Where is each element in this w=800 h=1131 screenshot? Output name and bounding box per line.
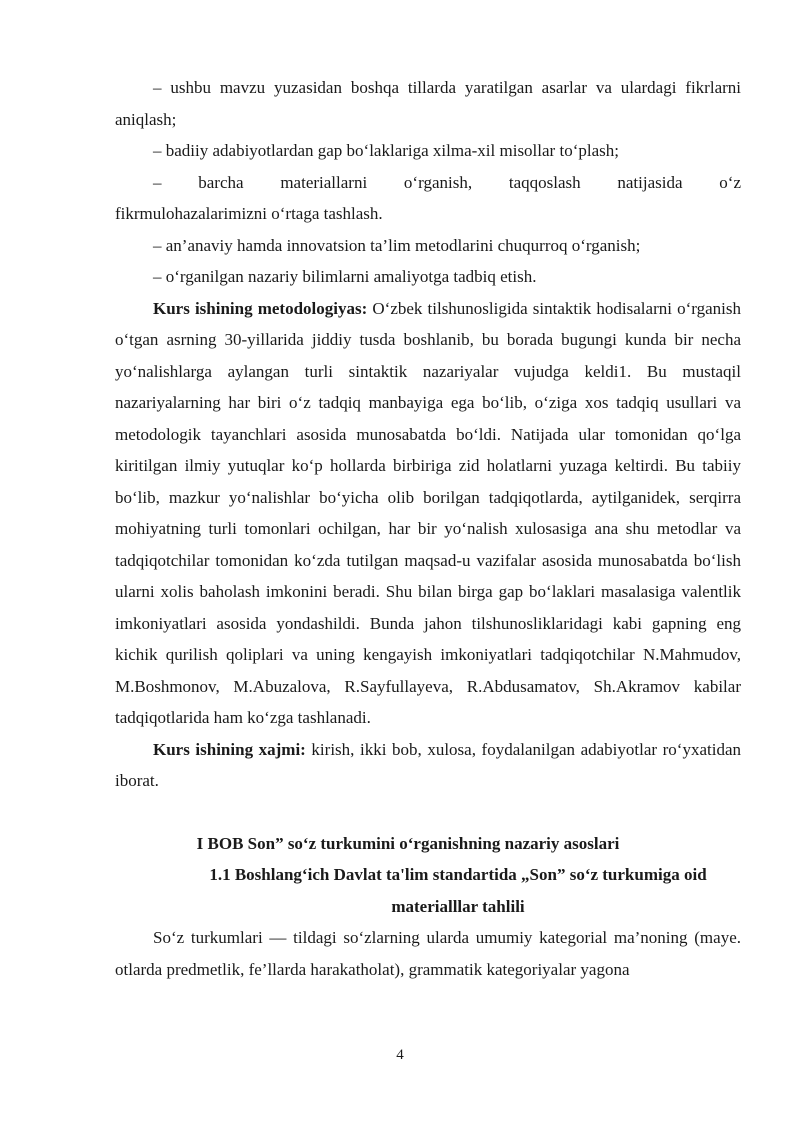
bullet-paragraph-5: – o‘rganilgan nazariy bilimlarni amaliyotga tadbiq etish. [153, 267, 537, 286]
scope-paragraph [115, 734, 741, 797]
document-page [115, 72, 741, 985]
scope-label: Kurs ishining xajmi: [153, 739, 306, 759]
methodology-paragraph [115, 293, 741, 734]
bullet-paragraph-1: – ushbu mavzu yuzasidan boshqa tillarda yaratilgan asarlar va ulardagi fikrlarni aniqlash; [115, 78, 741, 129]
bullet-paragraph-3-line-2: fikrmulohazalarimizni o‘rtaga tashlash. [115, 204, 383, 223]
bullet-paragraph-3-line-1: – barcha materiallarni o‘rganish, taqqoslash natijasida o‘z [153, 172, 741, 192]
closing-paragraph: So‘z turkumlari — tildagi so‘zlarning ularda umumiy kategorial ma’noning (mayе. otlarda predmetlik, fe’llarda harakatholat), grammatik kategoriyalar yagona [115, 928, 741, 979]
scope-text: kirish, ikki bob, xulosa, foydalanilgan adabiyotlar ro‘yxatidan iborat. [115, 739, 741, 790]
bullet-paragraph-4: – an’anaviy hamda innovatsion ta’lim metodlarini chuqurroq o‘rganish; [153, 235, 641, 255]
methodology-label: Kurs ishining metodologiyas: [153, 298, 368, 318]
bullet-paragraph-2: – badiiy adabiyotlardan gap bo‘laklariga xilma-xil misollar to‘plash; [153, 141, 619, 160]
chapter-heading: I BOB Son” so‘z turkumini o‘rganishning nazariy asoslari [196, 833, 620, 853]
section-heading: 1.1 Boshlang‘ich Davlat ta'lim standartida „Son” so‘z turkumiga oid materialllar tahlili [209, 865, 707, 916]
methodology-text: O‘zbek tilshunosligida sintaktik hodisalarni o‘rganish o‘tgan asrning 30-yillarida jiddiy tusda boshlanib, bu borada bugungi kunda bir necha yo‘nalishlarga aylangan turli sintaktik nazariyalar vujudga keldi1. Bu mustaqil nazariyalarning har biri o‘z tadqiq manbayiga ega bo‘lib, o‘ziga xos tadqiq usullari va metodologik tayanchlari asosida munosabatda bo‘ldi. Natijada ular tomonidan qo‘lga kiritilgan ilmiy yutuqlar ko‘p hollarda birbiriga zid holatlarni yuzaga keltirdi. Bu tabiiy bo‘lib, mazkur yo‘nalishlar bo‘yicha olib borilgan tadqiqotlarda, aytilganidek, serqirra mohiyatning turli tomonlari ochilgan, har bir yo‘nalish xulosasiga ana shu metodlar va tadqiqotchilar tomonidan ko‘zda tutilgan maqsad-u vazifalar asosida munosabatda bo‘lish ularni xolis baholash imkonini beradi. Shu bilan birga gap bo‘laklari masalasiga valentlik imkoniyatlari asosida yondashildi. Bunda jahon tilshunosliklaridagi kabi gapning eng kichik qurilish qoliplari va uning kengayish imkoniyatlari tadqiqotchilar N.Mahmudov, M.Boshmonov, M.Abuzalova, R.Sayfullayeva, R.Abdusamatov, Sh.Akramov kabilar tadqiqotlarida ham ko‘zga tashlanadi. [115, 298, 741, 727]
page-number: 4 [396, 1047, 404, 1063]
section-spacer [115, 797, 741, 828]
